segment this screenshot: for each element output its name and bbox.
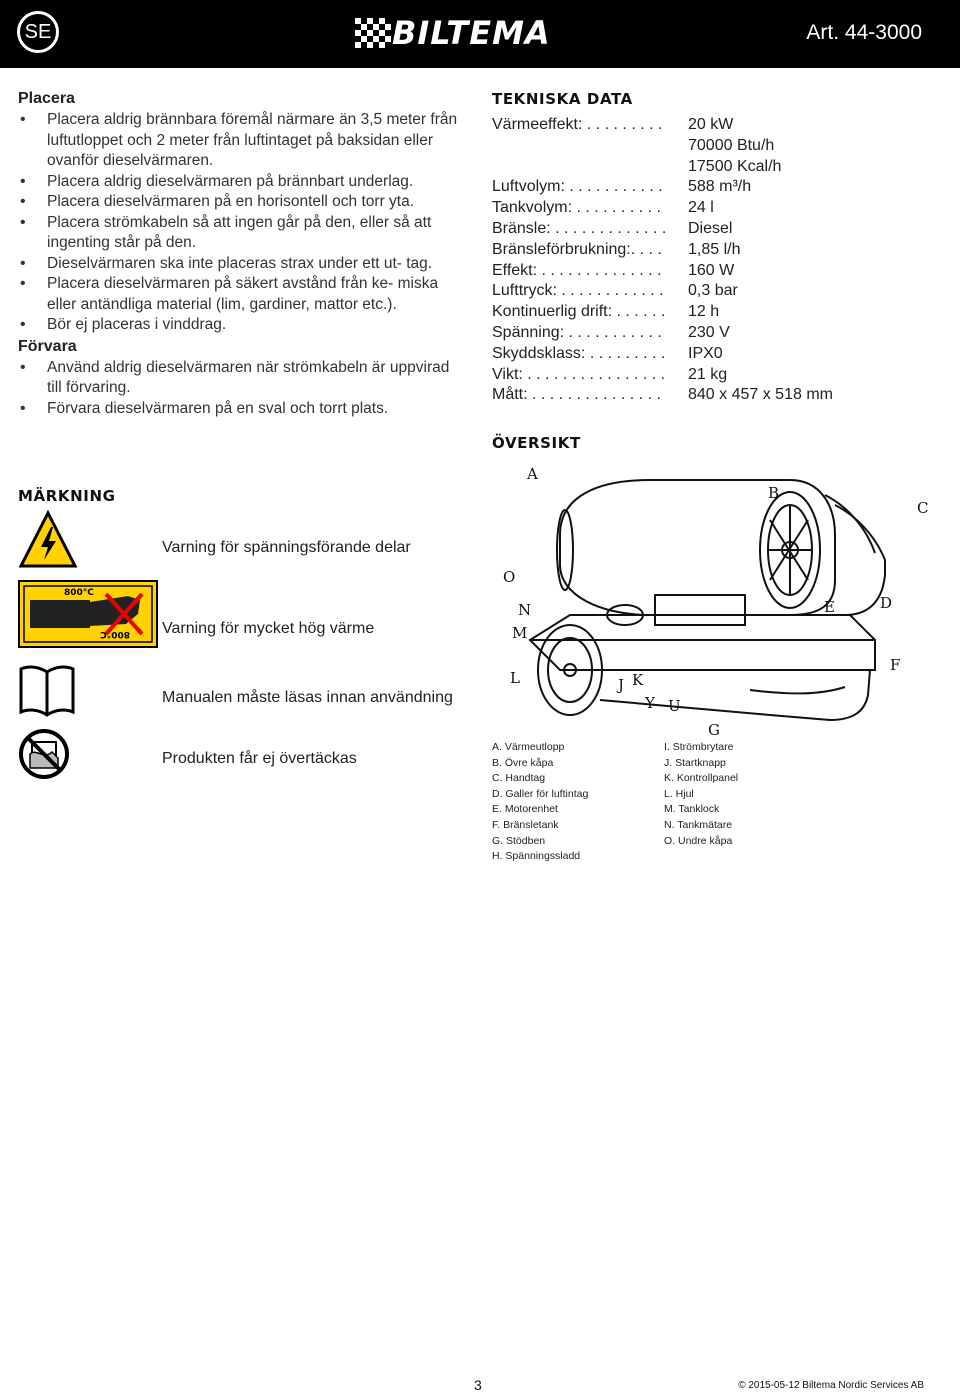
tech-label: Vikt: . . . . . . . . . . . . . . . .: [492, 365, 666, 383]
table-row: [492, 302, 932, 323]
legend-item: I. Strömbrytare: [664, 741, 734, 753]
language-badge: SE: [17, 11, 59, 53]
legend-item: G. Stödben: [492, 834, 546, 847]
marking-hot-text: Varning för mycket hög värme: [162, 620, 375, 637]
tech-label: Mått: . . . . . . . . . . . . . . .: [492, 386, 661, 404]
read-manual-icon: [18, 660, 76, 718]
page-header: [0, 0, 960, 68]
tech-value: 0,3 bar: [688, 282, 738, 300]
tech-label: Skyddsklass: . . . . . . . . .: [492, 344, 666, 362]
diagram-label-g: G: [708, 721, 720, 739]
tech-label: Effekt: . . . . . . . . . . . . . .: [492, 261, 662, 279]
right-column: [492, 88, 932, 406]
table-row: [492, 198, 932, 219]
legend-item: D. Galler för luftintag: [492, 787, 589, 800]
diagram-label-d: D: [880, 594, 893, 612]
table-row: [492, 344, 932, 365]
heater-diagram: [490, 455, 930, 740]
tech-label: Bränsleförbrukning:. . . .: [492, 240, 662, 258]
tech-value: 160 W: [688, 261, 735, 279]
diagram-label-k: K: [632, 671, 644, 689]
marking-hot: [18, 580, 158, 653]
diagram-label-e: E: [824, 598, 835, 616]
diagram-label-c: C: [917, 499, 929, 517]
tekniska-heading: TEKNISKA DATA: [492, 90, 633, 108]
list-item: • Placera strömkabeln så att ingen går på den, eller så att ingenting står på den.: [18, 213, 463, 254]
do-not-cover-icon: [18, 728, 70, 780]
tech-value: 20 kW: [688, 116, 734, 133]
brand-name: BILTEMA: [392, 14, 551, 52]
legend-item: N. Tankmätare: [664, 818, 733, 831]
legend-item: F. Bränsletank: [492, 818, 559, 831]
tech-label: Kontinuerlig drift: . . . . . .: [492, 303, 666, 321]
table-row: [492, 385, 932, 406]
tech-value: 24 l: [688, 199, 714, 217]
tech-label: Bränsle: . . . . . . . . . . . . .: [492, 219, 667, 237]
article-number: Art. 44-3000: [806, 21, 922, 44]
tech-value: 230 V: [688, 323, 730, 341]
legend-item: A. Värmeutlopp: [492, 741, 565, 753]
legend-left: [492, 740, 588, 865]
tech-value: IPX0: [688, 344, 723, 362]
list-item: • Bör ej placeras i vinddrag.: [18, 315, 463, 336]
legend-item: E. Motorenhet: [492, 803, 558, 816]
diagram-label-b: B: [768, 484, 780, 502]
marking-cover-text: Produkten får ej övertäckas: [162, 750, 357, 767]
diagram-label-a: A: [527, 465, 538, 483]
table-row: [492, 281, 932, 302]
tech-value: 12 h: [688, 303, 720, 321]
table-row: [492, 261, 932, 282]
legend-item: M. Tanklock: [664, 803, 720, 816]
marking-cover: [18, 728, 70, 785]
list-item: • Förvara dieselvärmaren på en sval och torrt plats.: [18, 399, 463, 420]
legend-item: O. Undre kåpa: [664, 834, 733, 847]
list-item: • Använd aldrig dieselvärmaren när strömkabeln är uppvirad till förvaring.: [18, 358, 463, 399]
tech-value: 17500 Kcal/h: [688, 157, 782, 175]
tech-label: Värmeeffekt: . . . . . . . . .: [492, 116, 663, 133]
left-column: [18, 88, 463, 419]
tech-label: Luftvolym: . . . . . . . . . . .: [492, 178, 663, 196]
tech-value: Diesel: [688, 219, 733, 237]
legend-item: J. Startknapp: [664, 756, 726, 769]
table-row: [492, 115, 932, 136]
placera-list: [18, 110, 463, 336]
placera-heading: Placera: [18, 90, 75, 107]
table-row: [492, 157, 932, 178]
legend-item: C. Handtag: [492, 772, 546, 785]
tech-table: [492, 115, 932, 406]
tech-label: Spänning: . . . . . . . . . . .: [492, 323, 662, 341]
table-row: [492, 136, 932, 157]
markning-heading: MÄRKNING: [18, 487, 116, 505]
tech-value: 840 x 457 x 518 mm: [688, 386, 833, 404]
tech-label: [492, 157, 688, 178]
table-row: [492, 365, 932, 386]
tech-value: 70000 Btu/h: [688, 136, 775, 154]
tech-value: 21 kg: [688, 365, 728, 383]
diagram-label-j: J: [618, 676, 625, 694]
diagram-label-n: N: [518, 601, 532, 619]
list-item: • Placera dieselvärmaren på en horisontell och torr yta.: [18, 192, 463, 213]
hot-surface-icon: [18, 580, 158, 648]
diagram-label-l: L: [510, 669, 520, 687]
list-item: • Placera aldrig dieselvärmaren på brännbart underlag.: [18, 172, 463, 193]
diagram-label-u: U: [668, 697, 681, 715]
legend-item: H. Spänningssladd: [492, 850, 581, 863]
oversikt-heading: ÖVERSIKT: [492, 434, 581, 452]
tech-label: Tankvolym: . . . . . . . . . .: [492, 199, 661, 217]
list-item: • Placera dieselvärmaren på säkert avstånd från ke- miska eller antändliga material (lim, gardiner, mattor etc.).: [18, 274, 463, 315]
electric-hazard-icon: [18, 510, 78, 570]
list-item: • Placera aldrig brännbara föremål närmare än 3,5 meter från luftutloppet och 2 meter från luftintaget på baksidan eller ovanför dieselvärmaren.: [18, 110, 463, 172]
tech-label: Lufttryck: . . . . . . . . . . . .: [492, 282, 664, 300]
table-row: [492, 323, 932, 344]
diagram-label-o: O: [503, 568, 516, 586]
table-row: [492, 219, 932, 240]
diagram-label-y: Y: [645, 694, 655, 712]
marking-electric-text: Varning för spänningsförande delar: [162, 539, 411, 556]
legend-right: [664, 740, 738, 849]
forvara-heading: Förvara: [18, 337, 77, 355]
list-item: • Dieselvärmaren ska inte placeras strax under ett ut- tag.: [18, 254, 463, 275]
temp-label-top: 800°C: [64, 588, 94, 598]
marking-electric: [18, 510, 78, 575]
copyright: © 2015-05-12 Biltema Nordic Services AB: [738, 1380, 924, 1391]
diagram-label-f: F: [890, 656, 901, 674]
tech-value: 1,85 l/h: [688, 240, 741, 258]
table-row: [492, 177, 932, 198]
page-number: 3: [474, 1377, 482, 1393]
marking-manual: [18, 660, 76, 723]
diagram-label-m: M: [512, 624, 528, 642]
tech-label: [492, 136, 688, 157]
legend-item: B. Övre kåpa: [492, 756, 554, 769]
legend-item: L. Hjul: [664, 787, 694, 800]
tech-value: 588 m³/h: [688, 178, 752, 196]
temp-label-bottom: 800°C: [100, 629, 130, 639]
marking-manual-text: Manualen måste läsas innan användning: [162, 689, 453, 706]
legend-item: K. Kontrollpanel: [664, 772, 739, 785]
forvara-list: [18, 358, 463, 420]
table-row: [492, 240, 932, 261]
